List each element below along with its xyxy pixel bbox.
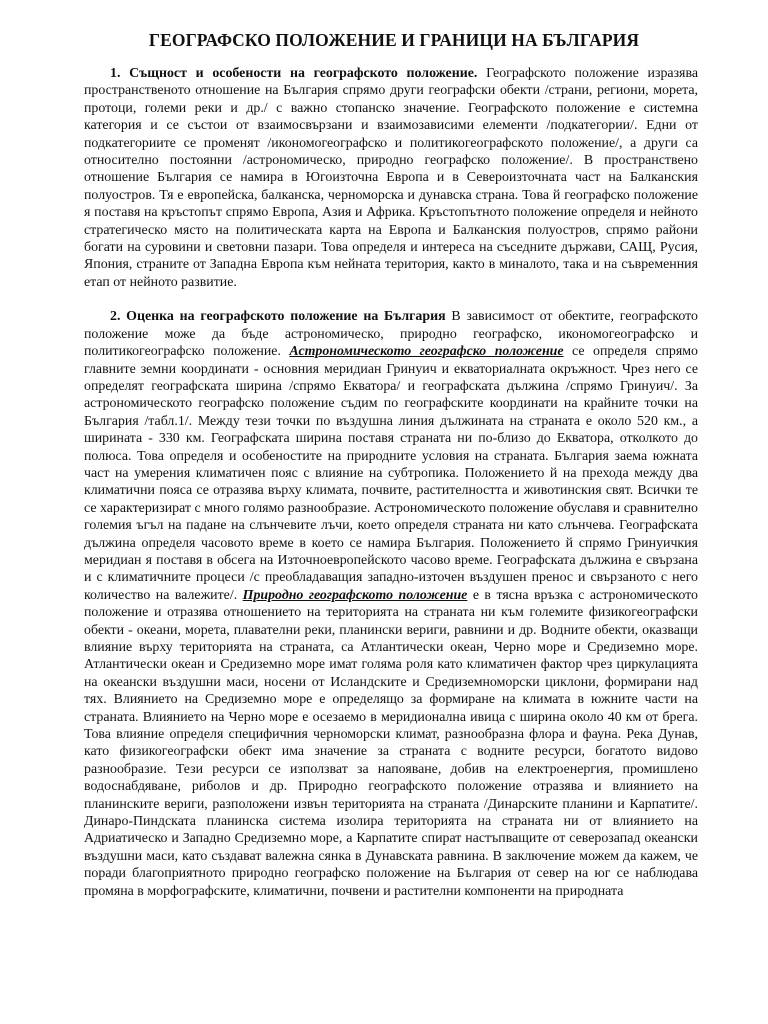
- section-2-text-b: се определя спрямо главните земни координати - основния меридиан Гринуич и екваториалната окръжност. Чрез него се определят географската ширина /спрямо Екватора/ и географската дължина /спрямо Гринуич/. За астрономическото географско положение съдим по географските координати на крайните точки на България /табл.1/. Между тези точки по въздушна линия дължината на страната е около 520 км., а ширината - 330 км. Географската ширина поставя страната ни по-близо до Екватора, отколкото до полюса. Това определя и особеностите на природните условия на страната. България заема южната част на умерения климатичен пояс с влияние на субтропика. Положението й на прехода между два климатични пояса се отразява върху климата, почвите, растителността и животинския свят. Всички те се характеризират с много голямо разнообразие. Астрономическото положение обуславя и сравнително големия ъгъл на падане на слънчевите лъчи, което определя страната ни като слънчева. Географската дължина определя часовото време в което се намира България. Положението й спрямо Гринуичкия меридиан я поставя в обсега на Източноевропейското часово време. Географската дължина е свързана и с климатичните процеси /с преобладаващия западно-източен въздушен пренос и свързаното с него количество на валежите/.: [84, 344, 698, 603]
- section-2-text-a: В зависимост от обектите, географското положение може да бъде астрономическо, природно географско, икономогеографско и политикогеографско положение.: [84, 309, 698, 360]
- section-2-text-c: е в тясна връзка с астрономическото положение и отразява отношението на територията на страната ни към големите физикогеографски обекти - океани, морета, плавателни реки, планински вериги, равнини и др. Водните обекти, оказващи влияние върху територията на страната, са Атлантически океан, Черно море и Средиземно море. Атлантически океан и Средиземно море имат голяма роля като климатичен фактор чрез циркулацията на океански въздушни маси, носени от Исландските и Средиземноморски циклони, формирани над тях. Влиянието на Средиземно море е определящо за формиране на климата в южните части на страната. Влиянието на Черно море е осезаемо в меридионална ивица с ширина около 40 км от брега. Това влияние определя специфичния черноморски климат, разнообразна флора и фауна. Река Дунав, като физикогеографски обект има значение за страната с водните ресурси, богатото видово разнообразие. Тези ресурси се използват за напояване, добив на електроенергия, промишлено водоснабдяване, риболов и др. Природно географското положение отразява и влиянието на планинските вериги, разположени извън територията на страната /Динарските планини и Карпатите/. Динаро-Пиндската планинска система изолира територията на страната ни от влиянието на Адриатическо и Западно Средиземно море, а Карпатите спират настъпващите от северозапад океански въздушни маси, като създават валежна сянка в Дунавската равнина. В заключение можем да кажем, че поради благоприятното природно географско положение на България от север на юг се наблюдава промяна в морфографските, климатични, почвени и растителни компоненти на природната: [84, 587, 698, 899]
- section-1-text: Географското положение изразява пространственото отношение на България спрямо други географски обекти /страни, региони, морета, протоци, големи реки и др./ с важно стопанско значение. Географското положение е системна категория и се състои от взаимосвързани и взаимозависими елементи /подкатегории/. Едни от подкатегориите се променят /икономогеографско и политикогеографското положение/, а други са относително постоянни /астрономическо, природно географско положение/. В пространствено отношение България се намира в Югоизточна Европа и в Североизточната част на Балканския полуостров. Тя е европейска, балканска, черноморска и дунавска страна. Това й географско положение я поставя на кръстопът спрямо Европа, Азия и Африка. Кръстопътното положение определя и нейното стратегическо място на политическата карта на Европа и Балканския полуостров, спрямо райони богати на суровини и световни пазари. Това определя и интереса на съседните държави, САЩ, Русия, Япония, страните от Западна Европа към нейната територия, както в миналото, така и на съвременния етап от нейното развитие.: [84, 66, 698, 290]
- section-1-heading: 1. Същност и особености на географското положение.: [110, 66, 478, 81]
- term-astronomical-position: Астрономическото географско положение: [289, 344, 564, 360]
- section-2-heading: 2. Оценка на географското положение на България: [110, 309, 446, 325]
- section-2-paragraph: [84, 308, 698, 900]
- document-page: [84, 30, 698, 1024]
- document-title: ГЕОГРАФСКО ПОЛОЖЕНИЕ И ГРАНИЦИ НА БЪЛГАРИЯ: [148, 30, 640, 50]
- term-natural-position: Природно географското положение: [242, 587, 468, 603]
- section-1-paragraph: [84, 65, 698, 291]
